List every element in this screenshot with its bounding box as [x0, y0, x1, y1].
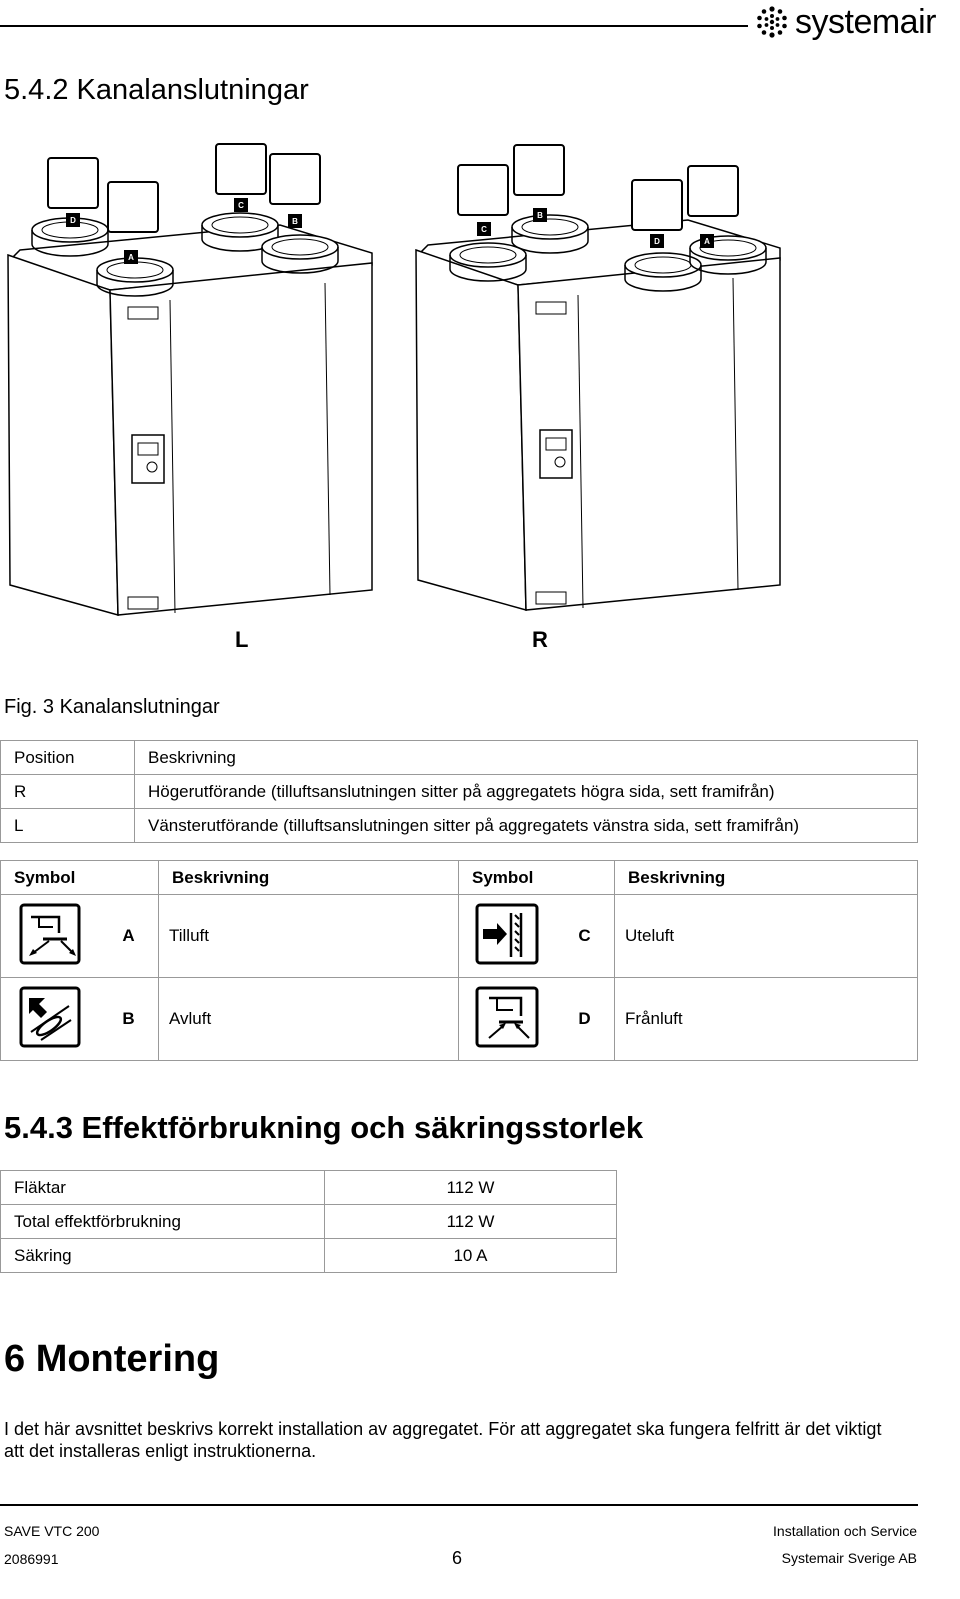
description-cell: Vänsterutförande (tilluftsanslutningen sitter på aggregatets vänstra sida, sett framifrån)	[135, 809, 918, 843]
symbol-description: Tilluft	[159, 895, 459, 978]
footer-doc-type: Installation och Service	[773, 1523, 917, 1539]
supply-air-icon	[1, 895, 100, 978]
table-row	[1, 775, 918, 809]
description-cell: Högerutförande (tilluftsanslutningen sitter på aggregatets högra sida, sett framifrån)	[135, 775, 918, 809]
systemair-logo	[755, 2, 955, 42]
exhaust-air-icon	[1, 978, 100, 1061]
callout-d-right: D	[654, 237, 660, 246]
callout-b-left: B	[292, 217, 298, 226]
power-label: Säkring	[1, 1239, 325, 1273]
header-description-right: Beskrivning	[615, 861, 918, 895]
extract-air-icon	[459, 978, 556, 1061]
symbol-description: Frånluft	[615, 978, 918, 1061]
symbol-letter: D	[555, 978, 614, 1061]
footer-product: SAVE VTC 200	[4, 1523, 100, 1539]
callout-a-right: A	[704, 237, 710, 246]
symbol-table	[0, 860, 918, 1061]
table-row	[1, 1171, 617, 1205]
footer-page-number: 6	[452, 1548, 463, 1568]
footer-company: Systemair Sverige AB	[781, 1550, 917, 1566]
symbol-letter: B	[99, 978, 158, 1061]
callout-a-left: A	[128, 253, 134, 262]
position-table	[0, 740, 918, 843]
chapter-title: 6 Montering	[4, 1338, 220, 1380]
power-table	[0, 1170, 617, 1273]
symbol-description: Uteluft	[615, 895, 918, 978]
table-row	[1, 978, 918, 1061]
table-header-row	[1, 741, 918, 775]
outdoor-air-icon	[459, 895, 556, 978]
header-description: Beskrivning	[135, 741, 918, 775]
symbol-letter: C	[555, 895, 614, 978]
power-value: 10 A	[325, 1239, 617, 1273]
callout-c-left: C	[238, 201, 244, 210]
header-rule	[0, 25, 748, 27]
header-symbol-left: Symbol	[1, 861, 159, 895]
table-row	[1, 895, 918, 978]
chapter-paragraph: I det här avsnittet beskrivs korrekt installation av aggregatet. För att aggregatet ska fungera felfritt är det viktigt att det installeras enligt instruktionerna.	[4, 1419, 882, 1461]
logo-dots-icon	[755, 5, 789, 39]
label-left-unit: L	[235, 627, 249, 652]
power-value: 112 W	[325, 1205, 617, 1239]
symbol-letter: A	[99, 895, 158, 978]
power-value: 112 W	[325, 1171, 617, 1205]
section2-title: 5.4.3 Effektförbrukning och säkringsstorlek	[4, 1110, 644, 1145]
header-position: Position	[1, 741, 135, 775]
power-label: Fläktar	[1, 1171, 325, 1205]
position-cell: L	[1, 809, 135, 843]
callout-c-right: C	[481, 225, 487, 234]
footer-doc-number: 2086991	[4, 1551, 59, 1567]
callout-b-right: B	[537, 211, 543, 220]
position-cell: R	[1, 775, 135, 809]
section-title: 5.4.2 Kanalanslutningar	[4, 74, 309, 106]
header-symbol-right: Symbol	[459, 861, 615, 895]
callout-d-left: D	[70, 216, 76, 225]
header-description-left: Beskrivning	[159, 861, 459, 895]
table-header-row	[1, 861, 918, 895]
table-row	[1, 1239, 617, 1273]
power-label: Total effektförbrukning	[1, 1205, 325, 1239]
brand-name: systemair	[795, 3, 936, 41]
symbol-description: Avluft	[159, 978, 459, 1061]
table-row	[1, 1205, 617, 1239]
figure-caption: Fig. 3 Kanalanslutningar	[4, 696, 220, 718]
duct-connections-figure	[0, 135, 960, 635]
label-right-unit: R	[532, 627, 548, 652]
table-row	[1, 809, 918, 843]
footer-rule	[0, 1504, 918, 1506]
